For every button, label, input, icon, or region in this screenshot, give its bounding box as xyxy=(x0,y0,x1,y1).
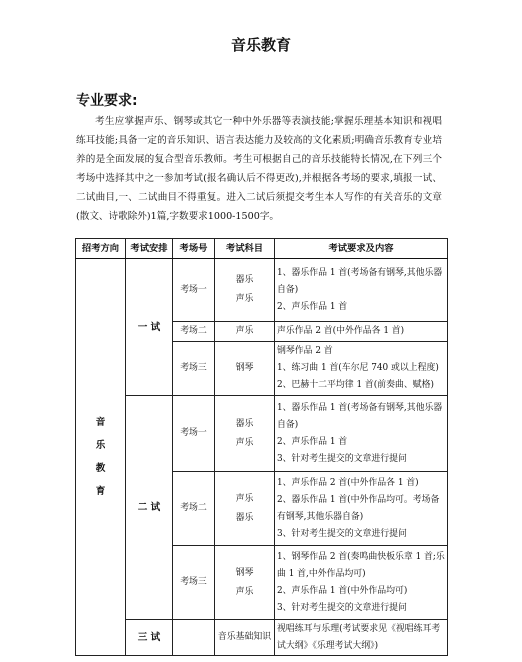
room-cell: 考场一 xyxy=(173,259,215,322)
major-cell: 音 乐 教 育 xyxy=(76,259,126,656)
round-1-cell: 一 试 xyxy=(126,259,173,396)
requirements-cell: 1、钢琴作品 2 首(奏鸣曲快板乐章 1 首;乐曲 1 首,中外作品均可) 2、声乐作品 1 首(中外作品均可) 3、针对考生提交的文章进行提问 xyxy=(275,546,448,620)
requirements-cell: 1、器乐作品 1 首(考场备有钢琴,其他乐器自备) 2、声乐作品 1 首 3、针对考生提交的文章进行提问 xyxy=(275,396,448,472)
table-row xyxy=(76,620,448,656)
requirements-cell: 视唱练耳与乐理(考试要求见《视唱练耳考试大纲》《乐理考试大纲》) xyxy=(275,620,448,656)
subject-cell: 器乐 声乐 xyxy=(215,259,275,322)
page-title: 音乐教育 xyxy=(230,36,291,54)
subject-cell: 音乐基础知识 xyxy=(215,620,275,656)
subject-cell: 器乐 声乐 xyxy=(215,396,275,472)
subject-cell: 声乐 器乐 xyxy=(215,472,275,546)
room-cell: 考场二 xyxy=(173,472,215,546)
room-cell xyxy=(173,620,215,656)
subject-cell: 钢琴 xyxy=(215,342,275,396)
header-direction: 招考方向 xyxy=(76,239,126,259)
section-heading: 专业要求: xyxy=(76,93,138,109)
requirements-cell: 1、声乐作品 2 首(中外作品各 1 首) 2、器乐作品 1 首(中外作品均可。考场备有钢琴,其他乐器自备) 3、针对考生提交的文章进行提问 xyxy=(275,472,448,546)
intro-paragraph: 考生应掌握声乐、钢琴或其它一种中外乐器等表演技能;掌握乐理基本知识和视唱练耳技能;具备一定的音乐知识、语言表达能力及较高的文化素质;明确音乐教育专业培养的是全面发展的复合型音乐教师。考生可根据自己的音乐技能特长情况,在下列三个考场中选择其中之一参加考试(报名确认后不得更改),并根据各考场的要求,填报一试、二试曲目,一、二试曲目不得重复。进入二试后须提交考生本人写作的有关音乐的文章(散文、诗歌除外)1篇,字数要求1000-1500字。 xyxy=(76,116,442,222)
subject-cell: 声乐 xyxy=(215,322,275,342)
round-3-cell: 三 试 xyxy=(126,620,173,656)
requirements-cell: 钢琴作品 2 首 1、练习曲 1 首(车尔尼 740 或以上程度) 2、巴赫十二平均律 1 首(前奏曲、赋格) xyxy=(275,342,448,396)
subject-cell: 钢琴 声乐 xyxy=(215,546,275,620)
table-row xyxy=(76,396,448,472)
header-requirements: 考试要求及内容 xyxy=(275,239,448,259)
header-subject: 考试科目 xyxy=(215,239,275,259)
table-row xyxy=(76,259,448,322)
room-cell: 考场三 xyxy=(173,546,215,620)
exam-table xyxy=(75,238,448,656)
header-room: 考场号 xyxy=(173,239,215,259)
room-cell: 考场一 xyxy=(173,396,215,472)
room-cell: 考场三 xyxy=(173,342,215,396)
room-cell: 考场二 xyxy=(173,322,215,342)
table-header-row xyxy=(76,239,448,259)
header-arrangement: 考试安排 xyxy=(126,239,173,259)
round-2-cell: 二 试 xyxy=(126,396,173,620)
requirements-cell: 声乐作品 2 首(中外作品各 1 首) xyxy=(275,322,448,342)
requirements-cell: 1、器乐作品 1 首(考场备有钢琴,其他乐器自备) 2、声乐作品 1 首 xyxy=(275,259,448,322)
